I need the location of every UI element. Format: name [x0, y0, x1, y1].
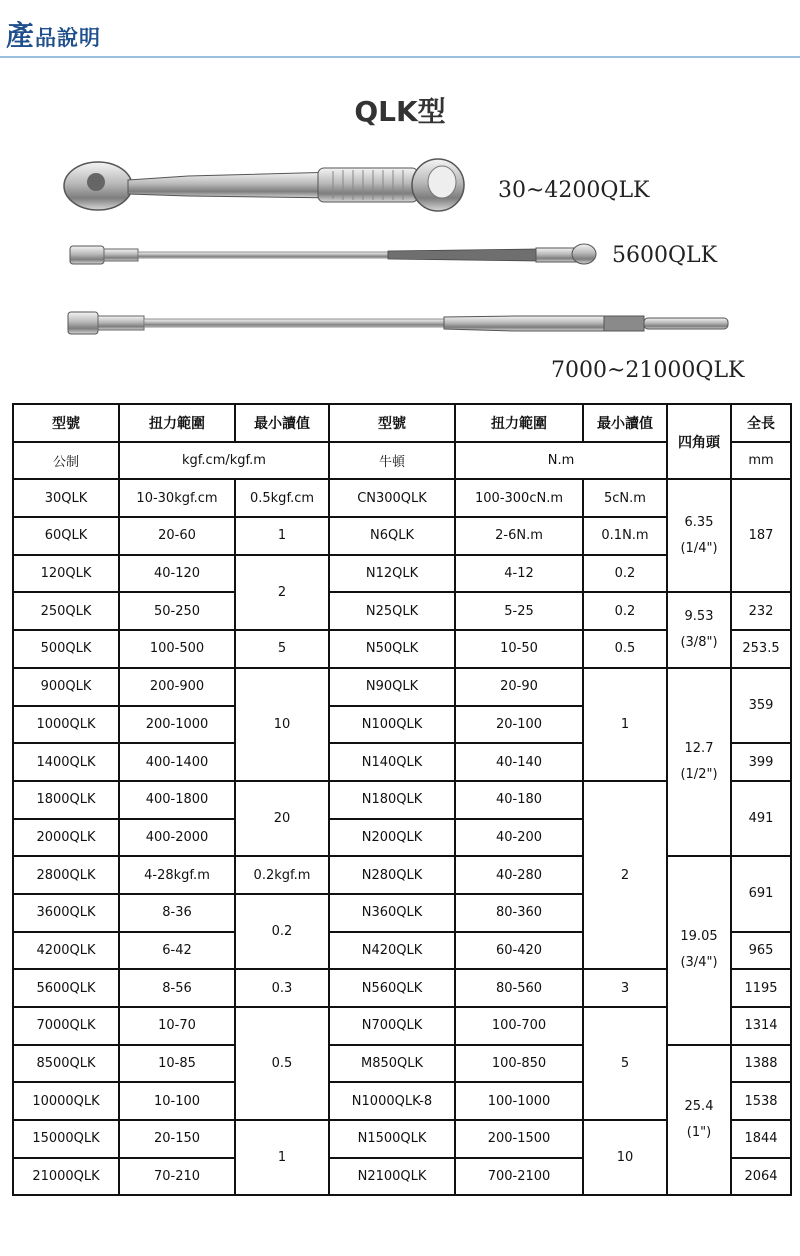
- range-cell: 400-2000: [119, 819, 235, 857]
- range-cell: 20-60: [119, 517, 235, 555]
- newton-model-cell: N2100QLK: [329, 1158, 455, 1196]
- square-drive-cell: [667, 479, 731, 592]
- length-cell: 965: [731, 932, 791, 970]
- min-reading-cell: 5: [235, 630, 329, 668]
- min-reading-cell: 10: [235, 668, 329, 781]
- unit-nm: N.m: [455, 442, 667, 480]
- newton-model-cell: N6QLK: [329, 517, 455, 555]
- range-cell: 100-500: [119, 630, 235, 668]
- newton-min-cell: 2: [583, 781, 667, 969]
- model-cell: 3600QLK: [13, 894, 119, 932]
- extra-long-torque-wrench-icon: [64, 304, 734, 344]
- range-cell: 50-250: [119, 592, 235, 630]
- range-cell: 8-36: [119, 894, 235, 932]
- newton-min-cell: 5cN.m: [583, 479, 667, 517]
- length-cell: 491: [731, 781, 791, 856]
- min-reading-cell: 0.2: [235, 894, 329, 969]
- length-cell: 187: [731, 479, 791, 592]
- newton-range-cell: 10-50: [455, 630, 583, 668]
- newton-range-cell: 40-200: [455, 819, 583, 857]
- length-cell: 691: [731, 856, 791, 931]
- newton-range-cell: 200-1500: [455, 1120, 583, 1158]
- range-cell: 4-28kgf.m: [119, 856, 235, 894]
- table-header-row: [13, 404, 791, 442]
- model-cell: 30QLK: [13, 479, 119, 517]
- newton-range-cell: 40-140: [455, 743, 583, 781]
- length-cell: 399: [731, 743, 791, 781]
- range-cell: 200-1000: [119, 706, 235, 744]
- newton-min-cell: 0.5: [583, 630, 667, 668]
- newton-model-cell: N50QLK: [329, 630, 455, 668]
- newton-range-cell: 40-180: [455, 781, 583, 819]
- square-drive-size: 9.53: [684, 609, 714, 625]
- square-drive-cell: [667, 1045, 731, 1196]
- newton-min-cell: 10: [583, 1120, 667, 1195]
- model-title: QLK型: [354, 95, 446, 128]
- square-drive-cell: [667, 668, 731, 856]
- model-cell: 250QLK: [13, 592, 119, 630]
- section-title-rest: 品說明: [35, 26, 102, 50]
- min-reading-cell: 2: [235, 555, 329, 630]
- section-title-first-char: 產: [6, 19, 36, 52]
- length-cell: 2064: [731, 1158, 791, 1196]
- newton-model-cell: M850QLK: [329, 1045, 455, 1083]
- range-cell: 400-1800: [119, 781, 235, 819]
- table-row: [13, 668, 791, 706]
- newton-range-cell: 2-6N.m: [455, 517, 583, 555]
- model-cell: 1000QLK: [13, 706, 119, 744]
- length-cell: 1538: [731, 1082, 791, 1120]
- square-drive-size: 12.7: [684, 741, 714, 757]
- square-drive-size: 19.05: [680, 929, 718, 945]
- newton-model-cell: N100QLK: [329, 706, 455, 744]
- table-row: [13, 592, 791, 630]
- length-cell: 232: [731, 592, 791, 630]
- newton-min-cell: 0.2: [583, 592, 667, 630]
- unit-newton: 牛頓: [329, 442, 455, 480]
- table-row: [13, 1045, 791, 1083]
- newton-model-cell: N90QLK: [329, 668, 455, 706]
- section-header: [0, 0, 800, 62]
- model-cell: 2000QLK: [13, 819, 119, 857]
- range-cell: 20-150: [119, 1120, 235, 1158]
- range-cell: 10-70: [119, 1007, 235, 1045]
- header-newton-min-reading: 最小讀值: [583, 404, 667, 442]
- square-drive-cell: [667, 856, 731, 1044]
- newton-min-cell: 3: [583, 969, 667, 1007]
- model-cell: 8500QLK: [13, 1045, 119, 1083]
- square-drive-inch: (3/8"): [680, 635, 718, 651]
- square-drive-inch: (1/2"): [680, 767, 718, 783]
- newton-range-cell: 80-560: [455, 969, 583, 1007]
- model-cell: 1400QLK: [13, 743, 119, 781]
- model-cell: 1800QLK: [13, 781, 119, 819]
- header-square-drive: 四角頭: [667, 404, 731, 479]
- newton-range-cell: 700-2100: [455, 1158, 583, 1196]
- header-newton-model: 型號: [329, 404, 455, 442]
- unit-mm: mm: [731, 442, 791, 480]
- min-reading-cell: 0.5: [235, 1007, 329, 1120]
- section-title: [6, 14, 101, 54]
- newton-model-cell: CN300QLK: [329, 479, 455, 517]
- newton-min-cell: 5: [583, 1007, 667, 1120]
- range-cell: 10-30kgf.cm: [119, 479, 235, 517]
- wrench-label-extra-long: 7000~21000QLK: [551, 358, 745, 383]
- square-drive-cell: [667, 592, 731, 667]
- newton-model-cell: N1000QLK-8: [329, 1082, 455, 1120]
- newton-model-cell: N700QLK: [329, 1007, 455, 1045]
- header-torque-range: 扭力範圍: [119, 404, 235, 442]
- header-model: 型號: [13, 404, 119, 442]
- wrench-label-long: 5600QLK: [612, 243, 718, 268]
- long-torque-wrench-icon: [66, 236, 602, 272]
- square-drive-size: 25.4: [684, 1099, 714, 1115]
- newton-min-cell: 1: [583, 668, 667, 781]
- newton-range-cell: 20-90: [455, 668, 583, 706]
- newton-model-cell: N140QLK: [329, 743, 455, 781]
- length-cell: 1195: [731, 969, 791, 1007]
- spec-table: [12, 403, 792, 1196]
- table-row: [13, 856, 791, 894]
- newton-range-cell: 40-280: [455, 856, 583, 894]
- min-reading-cell: 0.3: [235, 969, 329, 1007]
- short-torque-wrench-icon: [58, 158, 468, 218]
- model-cell: 4200QLK: [13, 932, 119, 970]
- min-reading-cell: 0.2kgf.m: [235, 856, 329, 894]
- newton-range-cell: 100-300cN.m: [455, 479, 583, 517]
- min-reading-cell: 20: [235, 781, 329, 856]
- model-cell: 2800QLK: [13, 856, 119, 894]
- newton-min-cell: 0.1N.m: [583, 517, 667, 555]
- model-cell: 900QLK: [13, 668, 119, 706]
- wrench-label-short: 30~4200QLK: [498, 178, 650, 203]
- header-min-reading: 最小讀值: [235, 404, 329, 442]
- range-cell: 40-120: [119, 555, 235, 593]
- newton-range-cell: 5-25: [455, 592, 583, 630]
- model-cell: 120QLK: [13, 555, 119, 593]
- unit-kgf: kgf.cm/kgf.m: [119, 442, 329, 480]
- unit-metric: 公制: [13, 442, 119, 480]
- newton-model-cell: N1500QLK: [329, 1120, 455, 1158]
- length-cell: 1314: [731, 1007, 791, 1045]
- newton-model-cell: N25QLK: [329, 592, 455, 630]
- range-cell: 10-100: [119, 1082, 235, 1120]
- model-cell: 15000QLK: [13, 1120, 119, 1158]
- table-row: [13, 479, 791, 517]
- newton-model-cell: N180QLK: [329, 781, 455, 819]
- length-cell: 1388: [731, 1045, 791, 1083]
- length-cell: 253.5: [731, 630, 791, 668]
- newton-range-cell: 4-12: [455, 555, 583, 593]
- square-drive-inch: (1"): [686, 1125, 712, 1141]
- range-cell: 10-85: [119, 1045, 235, 1083]
- newton-model-cell: N360QLK: [329, 894, 455, 932]
- newton-range-cell: 60-420: [455, 932, 583, 970]
- model-cell: 21000QLK: [13, 1158, 119, 1196]
- header-length: 全長: [731, 404, 791, 442]
- range-cell: 8-56: [119, 969, 235, 1007]
- newton-range-cell: 100-850: [455, 1045, 583, 1083]
- model-cell: 7000QLK: [13, 1007, 119, 1045]
- length-cell: 1844: [731, 1120, 791, 1158]
- range-cell: 70-210: [119, 1158, 235, 1196]
- model-cell: 5600QLK: [13, 969, 119, 1007]
- min-reading-cell: 0.5kgf.cm: [235, 479, 329, 517]
- model-cell: 500QLK: [13, 630, 119, 668]
- newton-model-cell: N280QLK: [329, 856, 455, 894]
- range-cell: 200-900: [119, 668, 235, 706]
- newton-range-cell: 20-100: [455, 706, 583, 744]
- range-cell: 400-1400: [119, 743, 235, 781]
- newton-range-cell: 80-360: [455, 894, 583, 932]
- square-drive-inch: (3/4"): [680, 955, 718, 971]
- model-cell: 10000QLK: [13, 1082, 119, 1120]
- newton-min-cell: 0.2: [583, 555, 667, 593]
- square-drive-size: 6.35: [684, 514, 714, 530]
- header-newton-torque-range: 扭力範圍: [455, 404, 583, 442]
- square-drive-inch: (1/4"): [680, 540, 718, 556]
- newton-model-cell: N560QLK: [329, 969, 455, 1007]
- header-divider: [0, 56, 800, 58]
- newton-model-cell: N420QLK: [329, 932, 455, 970]
- newton-model-cell: N12QLK: [329, 555, 455, 593]
- model-cell: 60QLK: [13, 517, 119, 555]
- min-reading-cell: 1: [235, 517, 329, 555]
- length-cell: 359: [731, 668, 791, 743]
- range-cell: 6-42: [119, 932, 235, 970]
- newton-range-cell: 100-700: [455, 1007, 583, 1045]
- newton-model-cell: N200QLK: [329, 819, 455, 857]
- newton-range-cell: 100-1000: [455, 1082, 583, 1120]
- min-reading-cell: 1: [235, 1120, 329, 1195]
